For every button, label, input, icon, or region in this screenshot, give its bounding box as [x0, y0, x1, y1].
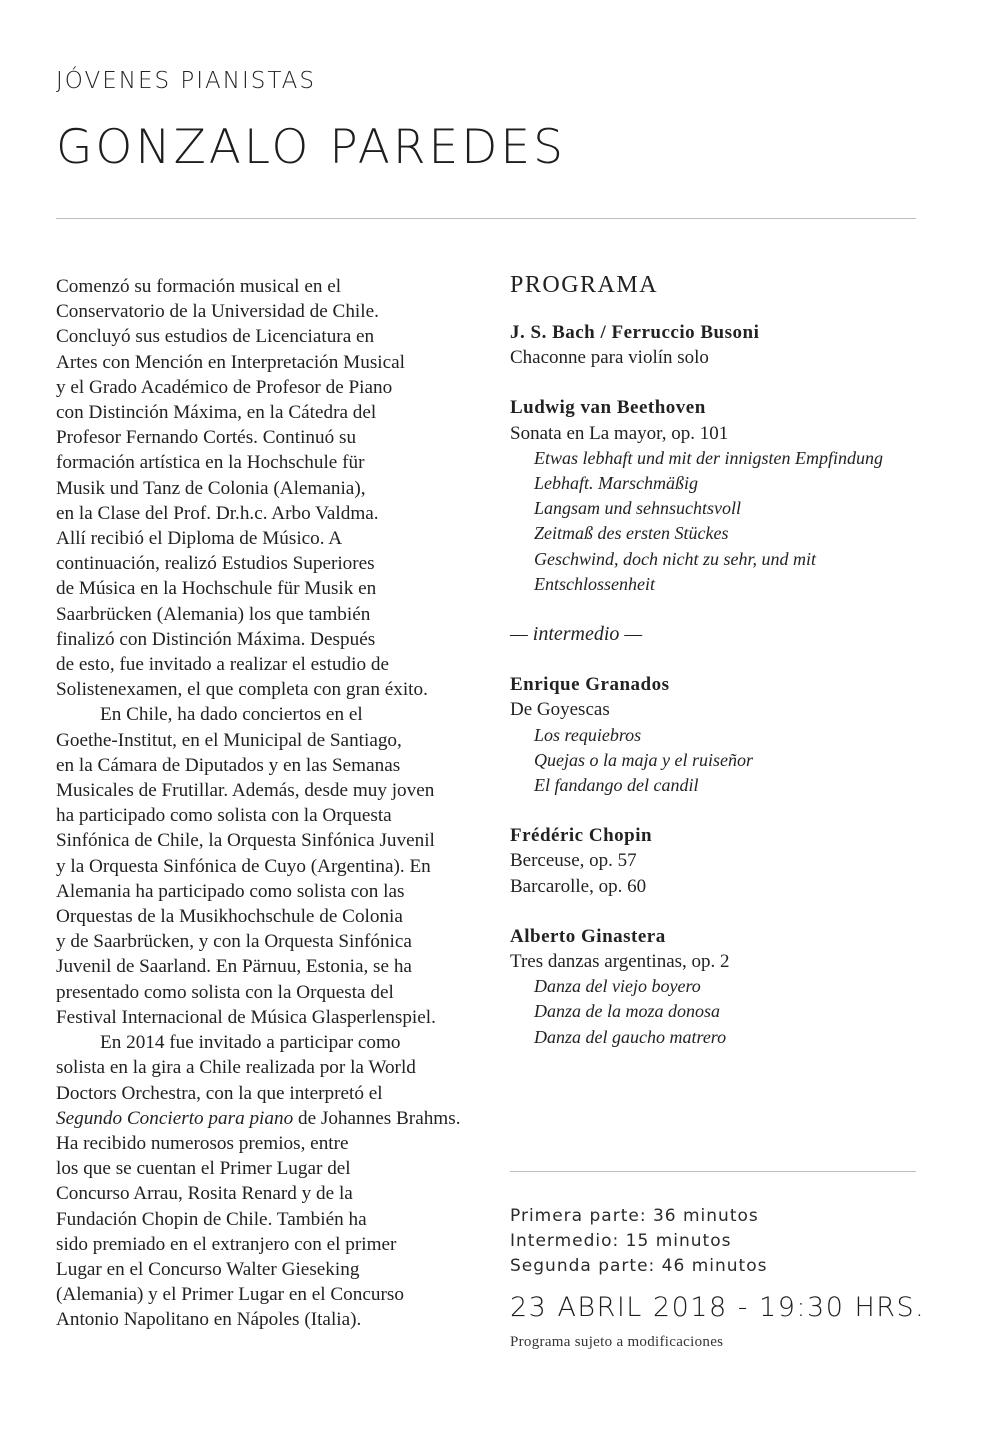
- bio-line: solista en la gira a Chile realizada por la World: [56, 1057, 416, 1079]
- bio-text: de Johannes Brahms.: [293, 1107, 461, 1129]
- bio-line: Allí recibió el Diploma de Músico. A: [56, 528, 343, 550]
- bio-line: finalizó con Distinción Máxima. Después: [56, 628, 376, 650]
- movement: El fandango del candil: [534, 775, 699, 796]
- work-title: De Goyescas: [510, 699, 610, 721]
- composer-name: Alberto Ginastera: [510, 925, 666, 947]
- bio-line: Solistenexamen, el que completa con gran éxito.: [56, 679, 428, 701]
- program-item-granados: [510, 672, 930, 798]
- bio-line: Goethe-Institut, en el Municipal de Santiago,: [56, 729, 402, 751]
- movement: Danza del gaucho matrero: [534, 1026, 727, 1047]
- bio-line: en la Clase del Prof. Dr.h.c. Arbo Valdma.: [56, 502, 379, 524]
- program-item-bach: [510, 320, 930, 370]
- movement: Lebhaft. Marschmäßig: [534, 473, 698, 494]
- movement: Entschlossenheit: [534, 573, 655, 594]
- bio-line: Antonio Napolitano en Nápoles (Italia).: [56, 1309, 362, 1331]
- bio-line: En 2014 fue invitado a participar como: [100, 1032, 401, 1054]
- composer-name: Ludwig van Beethoven: [510, 397, 706, 419]
- movement: Zeitmaß des ersten Stückes: [534, 523, 729, 544]
- composer-name: Frédéric Chopin: [510, 825, 653, 847]
- movement: Quejas o la maja y el ruiseñor: [534, 749, 753, 770]
- bio-line: y la Orquesta Sinfónica de Cuyo (Argentina). En: [56, 855, 431, 877]
- program-item-ginastera: [510, 924, 930, 1050]
- bio-line: y el Grado Académico de Profesor de Piano: [56, 376, 393, 398]
- bio-line: de Música en la Hochschule für Musik en: [56, 578, 377, 600]
- composer-name: J. S. Bach / Ferruccio Busoni: [510, 322, 760, 343]
- bio-line: Juvenil de Saarland. En Pärnuu, Estonia, se ha: [56, 956, 412, 978]
- bio-line: Musicales de Frutillar. Además, desde muy joven: [56, 780, 435, 802]
- bio-line: Musik und Tanz de Colonia (Alemania),: [56, 477, 366, 499]
- program-item-chopin: [510, 823, 930, 899]
- bio-line: presentado como solista con la Orquesta del: [56, 981, 394, 1003]
- bio-line: continuación, realizó Estudios Superiores: [56, 553, 375, 575]
- bio-line: (Alemania) y el Primer Lugar en el Concurso: [56, 1284, 404, 1306]
- biography: [56, 274, 461, 1333]
- program-title: PROGRAMA: [510, 272, 659, 298]
- bio-line: de esto, fue invitado a realizar el estudio de: [56, 654, 389, 676]
- bio-line: Fundación Chopin de Chile. También ha: [56, 1208, 367, 1230]
- bio-line: Profesor Fernando Cortés. Continuó su: [56, 427, 357, 449]
- bio-line: Alemania ha participado como solista con las: [56, 880, 405, 902]
- work-title: Berceuse, op. 57: [510, 850, 637, 872]
- movement: Geschwind, doch nicht zu sehr, und mit: [534, 548, 816, 569]
- duration-second-part: Segunda parte: 46 minutos: [510, 1256, 768, 1276]
- bio-line: Sinfónica de Chile, la Orquesta Sinfónica Juvenil: [56, 830, 435, 852]
- program-item-beethoven: [510, 395, 930, 597]
- bio-line: Artes con Mención en Interpretación Musical: [56, 351, 405, 373]
- bio-line: Orquestas de la Musikhochschule de Colonia: [56, 906, 403, 928]
- bio-line: y de Saarbrücken, y con la Orquesta Sinfónica: [56, 931, 412, 953]
- movement: Langsam und sehnsuchtsvoll: [534, 498, 741, 519]
- bio-line: Concluyó sus estudios de Licenciatura en: [56, 326, 375, 348]
- bio-paragraph-2: [56, 702, 456, 1030]
- bio-paragraph-3: [56, 1030, 461, 1332]
- bio-line: Doctors Orchestra, con la que interpretó el: [56, 1082, 383, 1104]
- bio-line: En Chile, ha dado conciertos en el: [100, 704, 363, 726]
- movement: Danza de la moza donosa: [534, 1001, 721, 1022]
- bio-line: Festival Internacional de Música Glasperlenspiel.: [56, 1006, 436, 1028]
- program-note: Programa sujeto a modificaciones: [510, 1334, 724, 1350]
- work-title: Barcarolle, op. 60: [510, 875, 647, 897]
- bio-line: ha participado como solista con la Orquesta: [56, 805, 392, 827]
- duration-intermission: Intermedio: 15 minutos: [510, 1231, 732, 1251]
- bio-line: en la Cámara de Diputados y en las Semanas: [56, 754, 401, 776]
- movement: Danza del viejo boyero: [534, 976, 701, 997]
- header-divider: [56, 218, 916, 219]
- duration-first-part: Primera parte: 36 minutos: [510, 1206, 759, 1226]
- durations: [510, 1204, 767, 1279]
- series-title: JÓVENES PIANISTAS: [56, 68, 316, 94]
- program-divider: [510, 1171, 916, 1172]
- work-title: Segundo Concierto para piano: [56, 1107, 294, 1129]
- composer-name: Enrique Granados: [510, 674, 670, 696]
- artist-name: GONZALO PAREDES: [56, 120, 566, 175]
- bio-line: formación artística en la Hochschule für: [56, 452, 365, 474]
- bio-line: los que se cuentan el Primer Lugar del: [56, 1158, 351, 1180]
- work-title: Chaconne para violín solo: [510, 347, 709, 369]
- bio-line: Conservatorio de la Universidad de Chile.: [56, 301, 379, 323]
- bio-line: Saarbrücken (Alemania) los que también: [56, 603, 371, 625]
- bio-line: Concurso Arrau, Rosita Renard y de la: [56, 1183, 353, 1205]
- bio-line: Lugar en el Concurso Walter Gieseking: [56, 1258, 360, 1280]
- bio-line: sido premiado en el extranjero con el primer: [56, 1233, 397, 1255]
- work-title: Sonata en La mayor, op. 101: [510, 422, 729, 444]
- bio-paragraph-1: [56, 274, 456, 702]
- event-date: 23 ABRIL 2018 - 19:30 HRS.: [510, 1292, 926, 1323]
- intermission-label: — intermedio —: [510, 623, 643, 646]
- bio-line: con Distinción Máxima, en la Cátedra del: [56, 402, 377, 424]
- movement: Los requiebros: [534, 724, 642, 745]
- movement: Etwas lebhaft und mit der innigsten Empfindung: [534, 447, 883, 468]
- work-title: Tres danzas argentinas, op. 2: [510, 951, 730, 973]
- bio-line: [56, 1106, 461, 1131]
- program: [510, 270, 930, 1075]
- bio-line: Ha recibido numerosos premios, entre: [56, 1132, 349, 1154]
- bio-line: Comenzó su formación musical en el: [56, 276, 342, 297]
